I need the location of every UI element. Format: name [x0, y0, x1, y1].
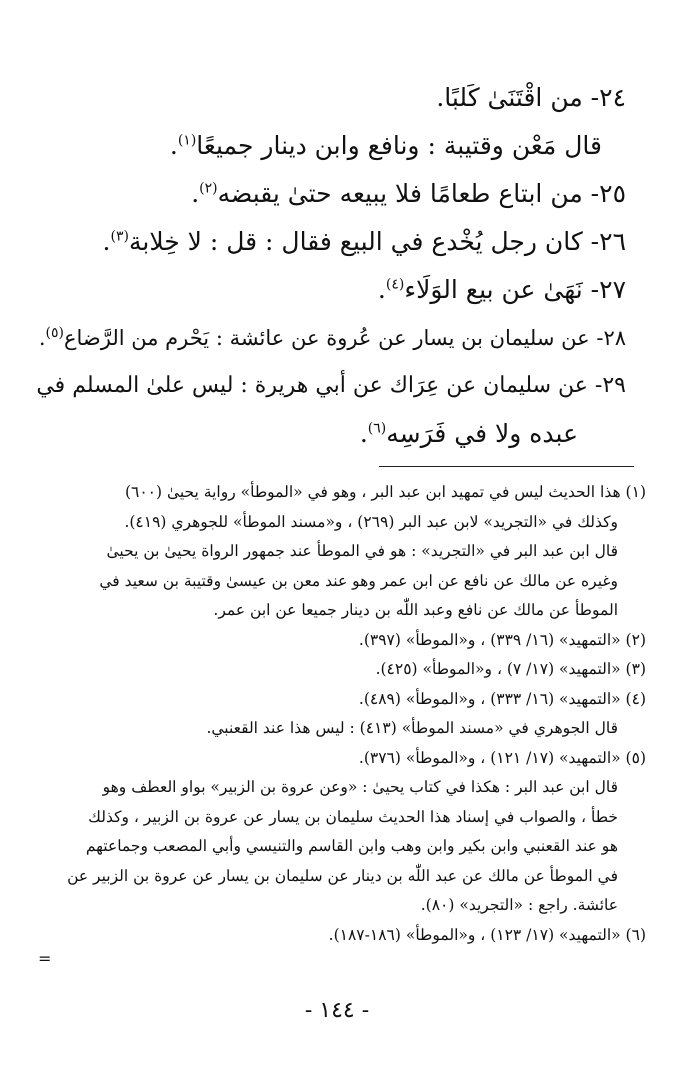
hadith-29: ٢٩- عن سليمان عن عِرَاك عن أبي هريرة : ليس علىٰ المسلم في — [36, 373, 626, 398]
footnote-ref-5: (٥) — [45, 325, 64, 341]
footnote-separator — [379, 466, 634, 467]
page-number: - ١٤٤ - — [304, 998, 370, 1023]
footnote-5-line-6: عائشة. راجع : «التجريد» (٨٠). — [420, 896, 618, 914]
footnote-5-line-3: خطأ ، والصواب في إسناد هذا الحديث سليمان بن يسار عن عروة بن الزبير ، وكذلك — [88, 807, 618, 826]
footnote-5-line-5: في الموطأ عن مالك عن عبد اللّٰه بن دينار عن سليمان بن يسار عن عروة بن الزبير عن — [67, 866, 618, 885]
main-text — [36, 74, 626, 458]
footnote-ref-1: (١) — [177, 132, 197, 149]
footnote-1-line-5: الموطأ عن مالك عن نافع وعبد اللّٰه بن دينار جميعا عن ابن عمر. — [213, 601, 618, 619]
hadith-24-note: قال مَعْن وقتيبة : ونافع وابن دينار جميعًا$^{(١)}$. — [169, 131, 602, 160]
footnote-5-line-2: قال ابن عبد البر : هكذا في كتاب يحيىٰ : «وعن عروة بن الزبير» بواو العطف وهو — [102, 778, 618, 796]
footnote-3: (٣) «التمهيد» (١٧/ ٧) ، و«الموطأ» (٤٢٥). — [375, 660, 646, 678]
footnote-ref-6: (٦) — [367, 420, 387, 437]
continuation-mark: = — [38, 949, 52, 968]
hadith-26: ٢٦- كان رجل يُخْدع في البيع فقال : قل : لا خِلابة$^{(٣)}$. — [102, 227, 626, 256]
footnote-5-line-4: هو عند القعنبي وابن بكير وابن وهب وابن القاسم والتنيسي وأبي المصعب وجماعتهم — [85, 837, 618, 855]
footnote-2: (٢) «التمهيد» (١٦/ ٣٣٩) ، و«الموطأ» (٣٩٧). — [358, 630, 646, 649]
footnote-ref-2: (٢) — [199, 180, 218, 197]
footnote-1-line-2: وكذلك في «التجريد» لابن عبد البر (٢٦٩) ، و«مسند الموطأ» للجوهري (٤١٩). — [124, 512, 618, 531]
hadith-25: ٢٥- من ابتاع طعامًا فلا يبيعه حتىٰ يقبضه$^{(٢)}$. — [191, 179, 626, 208]
footnote-1-line-3: قال ابن عبد البر في «التجريد» : هو في الموطأ عند جمهور الرواة يحيىٰ بن يحيىٰ — [106, 542, 618, 560]
footnote-6: (٦) «التمهيد» (١٧/ ١٢٣) ، و«الموطأ» (١٨٦-١٨٧). — [328, 925, 646, 944]
hadith-27: ٢٧- نَهَىٰ عن بيع الوَلَاء$^{(٤)}$. — [377, 275, 626, 304]
hadith-24: ٢٤- من اقْتَنَىٰ كَلبًا. — [436, 83, 626, 112]
footnote-ref-3: (٣) — [110, 228, 129, 245]
footnote-5: (٥) «التمهيد» (١٧/ ١٢١) ، و«الموطأ» (٣٧٦). — [358, 748, 646, 767]
footnote-1-line-4: وغيره عن مالك عن نافع عن ابن عمر وهو عند معن بن عيسىٰ وقتيبة بن سعيد في — [99, 571, 618, 590]
footnote-1: (١) هذا الحديث ليس في تمهيد ابن عبد البر ، وهو في «الموطأ» رواية يحيىٰ (٦٠٠) — [124, 483, 646, 501]
footnote-ref-4: (٤) — [385, 276, 405, 293]
hadith-28: ٢٨- عن سليمان بن يسار عن عُروة عن عائشة : يَحْرم من الرَّضاع$^{(٥)}$. — [38, 325, 626, 350]
footnotes — [26, 478, 646, 950]
hadith-29-continuation: عبده ولا في فَرَسِه$^{(٦)}$. — [359, 419, 578, 448]
footnote-4: (٤) «التمهيد» (١٦/ ٣٣٣) ، و«الموطأ» (٤٨٩). — [358, 689, 646, 708]
footnote-4-line-2: قال الجوهري في «مسند الموطأ» (٤١٣) : ليس هذا عند القعنبي. — [206, 719, 618, 737]
